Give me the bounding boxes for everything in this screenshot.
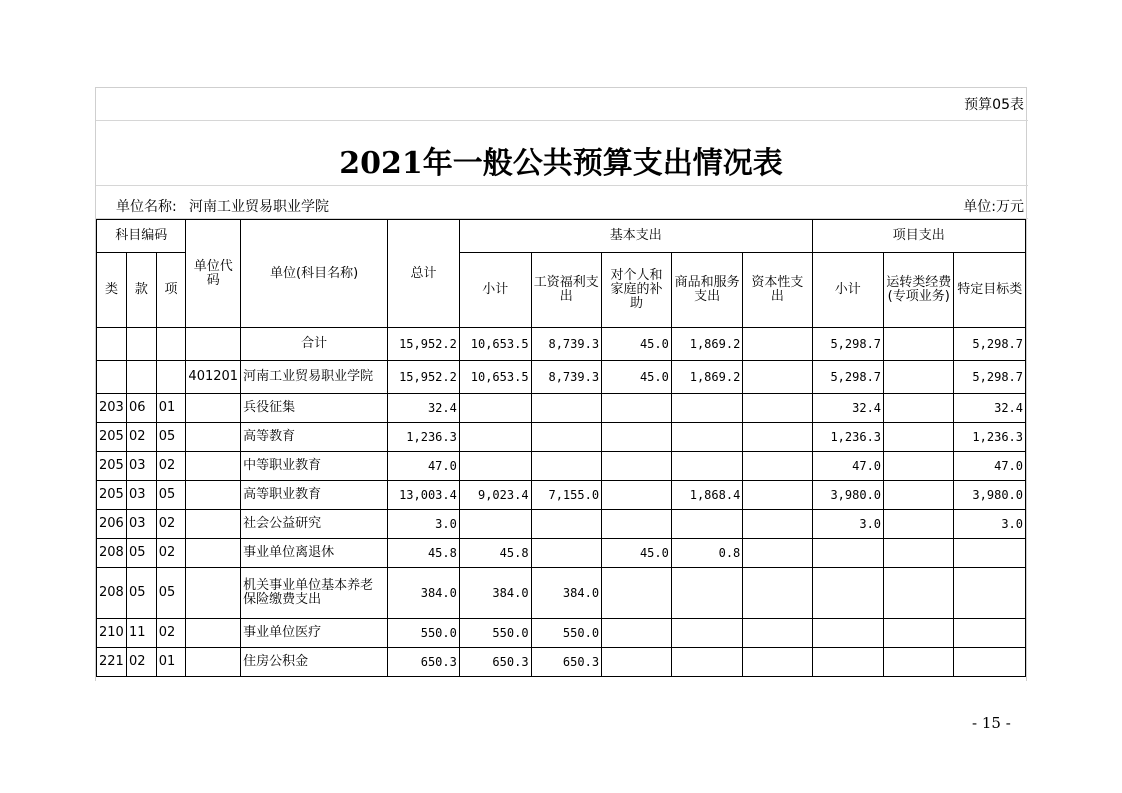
cell-total: 32.4 bbox=[388, 394, 460, 423]
cell-lei: 208 bbox=[97, 539, 127, 568]
cell-personal bbox=[602, 423, 672, 452]
cell-oper bbox=[884, 539, 954, 568]
header-capital: 资本性支出 bbox=[743, 253, 812, 328]
cell-lei: 206 bbox=[97, 510, 127, 539]
cell-wages: 650.3 bbox=[531, 648, 602, 677]
table-row bbox=[97, 619, 1026, 648]
cell-capital bbox=[743, 452, 812, 481]
cell-b-sub bbox=[459, 423, 531, 452]
cell-total: 15,952.2 bbox=[388, 361, 460, 394]
cell-lei: 208 bbox=[97, 568, 127, 619]
page-number: - 15 - bbox=[972, 714, 1011, 732]
cell-total: 650.3 bbox=[388, 648, 460, 677]
cell-spec: 5,298.7 bbox=[954, 361, 1026, 394]
cell-goods bbox=[671, 394, 742, 423]
header-subject-code: 科目编码 bbox=[97, 220, 186, 253]
cell-capital bbox=[743, 619, 812, 648]
cell-total: 15,952.2 bbox=[388, 328, 460, 361]
table-row bbox=[97, 394, 1026, 423]
cell-p-sub: 47.0 bbox=[812, 452, 883, 481]
cell-oper bbox=[884, 361, 954, 394]
cell-spec: 5,298.7 bbox=[954, 328, 1026, 361]
table-row bbox=[97, 452, 1026, 481]
cell-kuan: 03 bbox=[126, 481, 156, 510]
cell-wages: 7,155.0 bbox=[531, 481, 602, 510]
cell-xiang bbox=[156, 361, 186, 394]
header-basic: 基本支出 bbox=[459, 220, 812, 253]
header-goods: 商品和服务支出 bbox=[671, 253, 742, 328]
cell-b-sub: 550.0 bbox=[459, 619, 531, 648]
cell-capital bbox=[743, 423, 812, 452]
cell-p-sub: 3.0 bbox=[812, 510, 883, 539]
cell-p-sub: 3,980.0 bbox=[812, 481, 883, 510]
cell-spec: 47.0 bbox=[954, 452, 1026, 481]
divider bbox=[96, 120, 1028, 121]
header-project-subtotal: 小计 bbox=[812, 253, 883, 328]
cell-oper bbox=[884, 510, 954, 539]
cell-lei: 205 bbox=[97, 452, 127, 481]
table-row bbox=[97, 510, 1026, 539]
header-lei: 类 bbox=[97, 253, 127, 328]
cell-oper bbox=[884, 648, 954, 677]
header-specific: 特定目标类 bbox=[954, 253, 1026, 328]
cell-code: 401201 bbox=[186, 361, 241, 394]
cell-code bbox=[186, 328, 241, 361]
cell-lei: 205 bbox=[97, 481, 127, 510]
cell-xiang: 01 bbox=[156, 394, 186, 423]
cell-capital bbox=[743, 328, 812, 361]
cell-personal bbox=[602, 568, 672, 619]
cell-b-sub: 45.8 bbox=[459, 539, 531, 568]
cell-name: 高等教育 bbox=[241, 423, 388, 452]
cell-spec: 3.0 bbox=[954, 510, 1026, 539]
cell-lei bbox=[97, 328, 127, 361]
cell-oper bbox=[884, 423, 954, 452]
header-xiang: 项 bbox=[156, 253, 186, 328]
cell-xiang: 02 bbox=[156, 452, 186, 481]
header-wages: 工资福利支出 bbox=[531, 253, 602, 328]
cell-personal bbox=[602, 619, 672, 648]
cell-goods bbox=[671, 452, 742, 481]
cell-total: 3.0 bbox=[388, 510, 460, 539]
cell-name: 事业单位离退休 bbox=[241, 539, 388, 568]
table-row bbox=[97, 539, 1026, 568]
cell-oper bbox=[884, 568, 954, 619]
cell-kuan bbox=[126, 361, 156, 394]
cell-name: 机关事业单位基本养老保险缴费支出 bbox=[241, 568, 388, 619]
cell-name: 社会公益研究 bbox=[241, 510, 388, 539]
cell-b-sub bbox=[459, 452, 531, 481]
cell-code bbox=[186, 510, 241, 539]
cell-goods bbox=[671, 423, 742, 452]
header-project: 项目支出 bbox=[812, 220, 1025, 253]
cell-wages: 550.0 bbox=[531, 619, 602, 648]
budget-sheet bbox=[95, 87, 1027, 681]
cell-total: 13,003.4 bbox=[388, 481, 460, 510]
cell-b-sub bbox=[459, 510, 531, 539]
cell-p-sub bbox=[812, 568, 883, 619]
cell-capital bbox=[743, 510, 812, 539]
cell-goods: 1,869.2 bbox=[671, 328, 742, 361]
cell-oper bbox=[884, 619, 954, 648]
cell-capital bbox=[743, 648, 812, 677]
cell-personal bbox=[602, 452, 672, 481]
cell-goods bbox=[671, 619, 742, 648]
cell-code bbox=[186, 648, 241, 677]
unit-name-value: 河南工业贸易职业学院 bbox=[189, 199, 329, 215]
unit-name-label: 单位名称: bbox=[116, 199, 177, 215]
cell-oper bbox=[884, 328, 954, 361]
cell-capital bbox=[743, 361, 812, 394]
cell-xiang bbox=[156, 328, 186, 361]
cell-kuan: 06 bbox=[126, 394, 156, 423]
cell-total: 1,236.3 bbox=[388, 423, 460, 452]
cell-total: 550.0 bbox=[388, 619, 460, 648]
cell-b-sub bbox=[459, 394, 531, 423]
header-basic-subtotal: 小计 bbox=[459, 253, 531, 328]
cell-kuan: 03 bbox=[126, 452, 156, 481]
cell-kuan: 02 bbox=[126, 423, 156, 452]
cell-oper bbox=[884, 394, 954, 423]
cell-oper bbox=[884, 452, 954, 481]
cell-p-sub bbox=[812, 619, 883, 648]
cell-spec: 32.4 bbox=[954, 394, 1026, 423]
cell-spec: 1,236.3 bbox=[954, 423, 1026, 452]
cell-goods bbox=[671, 648, 742, 677]
cell-wages: 8,739.3 bbox=[531, 328, 602, 361]
cell-xiang: 02 bbox=[156, 539, 186, 568]
cell-wages bbox=[531, 539, 602, 568]
cell-spec bbox=[954, 648, 1026, 677]
cell-name: 合计 bbox=[241, 328, 388, 361]
cell-p-sub: 1,236.3 bbox=[812, 423, 883, 452]
cell-personal bbox=[602, 481, 672, 510]
cell-code bbox=[186, 619, 241, 648]
table-row bbox=[97, 361, 1026, 394]
cell-capital bbox=[743, 568, 812, 619]
cell-total: 45.8 bbox=[388, 539, 460, 568]
table-body bbox=[97, 328, 1026, 677]
cell-code bbox=[186, 423, 241, 452]
cell-p-sub: 32.4 bbox=[812, 394, 883, 423]
cell-xiang: 01 bbox=[156, 648, 186, 677]
cell-wages bbox=[531, 510, 602, 539]
cell-kuan: 03 bbox=[126, 510, 156, 539]
cell-name: 事业单位医疗 bbox=[241, 619, 388, 648]
cell-lei: 203 bbox=[97, 394, 127, 423]
header-unit-subject-name: 单位(科目名称) bbox=[241, 220, 388, 328]
cell-personal: 45.0 bbox=[602, 328, 672, 361]
cell-code bbox=[186, 539, 241, 568]
cell-wages bbox=[531, 452, 602, 481]
cell-lei bbox=[97, 361, 127, 394]
cell-b-sub: 384.0 bbox=[459, 568, 531, 619]
table-row bbox=[97, 568, 1026, 619]
cell-goods: 1,869.2 bbox=[671, 361, 742, 394]
cell-xiang: 05 bbox=[156, 423, 186, 452]
cell-code bbox=[186, 394, 241, 423]
cell-goods bbox=[671, 510, 742, 539]
cell-xiang: 05 bbox=[156, 568, 186, 619]
cell-kuan: 11 bbox=[126, 619, 156, 648]
cell-lei: 205 bbox=[97, 423, 127, 452]
unit-label: 单位:万元 bbox=[963, 199, 1024, 215]
header-unit-code: 单位代码 bbox=[186, 220, 241, 328]
cell-goods bbox=[671, 568, 742, 619]
cell-b-sub: 10,653.5 bbox=[459, 328, 531, 361]
cell-personal bbox=[602, 510, 672, 539]
cell-code bbox=[186, 481, 241, 510]
cell-total: 47.0 bbox=[388, 452, 460, 481]
cell-xiang: 05 bbox=[156, 481, 186, 510]
cell-spec: 3,980.0 bbox=[954, 481, 1026, 510]
table-row bbox=[97, 328, 1026, 361]
cell-wages bbox=[531, 394, 602, 423]
cell-b-sub: 9,023.4 bbox=[459, 481, 531, 510]
form-number: 预算05表 bbox=[964, 97, 1024, 113]
cell-spec bbox=[954, 619, 1026, 648]
cell-name: 河南工业贸易职业学院 bbox=[241, 361, 388, 394]
cell-p-sub bbox=[812, 648, 883, 677]
cell-spec bbox=[954, 568, 1026, 619]
cell-wages: 8,739.3 bbox=[531, 361, 602, 394]
cell-personal bbox=[602, 394, 672, 423]
cell-code bbox=[186, 568, 241, 619]
cell-xiang: 02 bbox=[156, 619, 186, 648]
cell-b-sub: 650.3 bbox=[459, 648, 531, 677]
cell-lei: 221 bbox=[97, 648, 127, 677]
cell-lei: 210 bbox=[97, 619, 127, 648]
cell-name: 住房公积金 bbox=[241, 648, 388, 677]
cell-p-sub bbox=[812, 539, 883, 568]
cell-p-sub: 5,298.7 bbox=[812, 361, 883, 394]
cell-total: 384.0 bbox=[388, 568, 460, 619]
cell-code bbox=[186, 452, 241, 481]
table-row bbox=[97, 423, 1026, 452]
cell-wages bbox=[531, 423, 602, 452]
cell-name: 高等职业教育 bbox=[241, 481, 388, 510]
cell-kuan bbox=[126, 328, 156, 361]
cell-goods: 0.8 bbox=[671, 539, 742, 568]
cell-spec bbox=[954, 539, 1026, 568]
table-row bbox=[97, 481, 1026, 510]
cell-name: 兵役征集 bbox=[241, 394, 388, 423]
cell-kuan: 05 bbox=[126, 568, 156, 619]
cell-wages: 384.0 bbox=[531, 568, 602, 619]
cell-kuan: 02 bbox=[126, 648, 156, 677]
header-kuan: 款 bbox=[126, 253, 156, 328]
cell-name: 中等职业教育 bbox=[241, 452, 388, 481]
cell-b-sub: 10,653.5 bbox=[459, 361, 531, 394]
cell-p-sub: 5,298.7 bbox=[812, 328, 883, 361]
cell-personal: 45.0 bbox=[602, 361, 672, 394]
divider bbox=[96, 185, 1028, 186]
cell-kuan: 05 bbox=[126, 539, 156, 568]
header-total: 总计 bbox=[388, 220, 460, 328]
table-row bbox=[97, 648, 1026, 677]
budget-table bbox=[96, 219, 1026, 677]
cell-goods: 1,868.4 bbox=[671, 481, 742, 510]
header-personal: 对个人和家庭的补助 bbox=[602, 253, 672, 328]
cell-capital bbox=[743, 539, 812, 568]
cell-capital bbox=[743, 481, 812, 510]
header-row-1 bbox=[97, 220, 1026, 253]
header-operational: 运转类经费(专项业务) bbox=[884, 253, 954, 328]
cell-personal: 45.0 bbox=[602, 539, 672, 568]
cell-xiang: 02 bbox=[156, 510, 186, 539]
cell-oper bbox=[884, 481, 954, 510]
cell-personal bbox=[602, 648, 672, 677]
cell-capital bbox=[743, 394, 812, 423]
page-title: 2021年一般公共预算支出情况表 bbox=[339, 146, 783, 181]
